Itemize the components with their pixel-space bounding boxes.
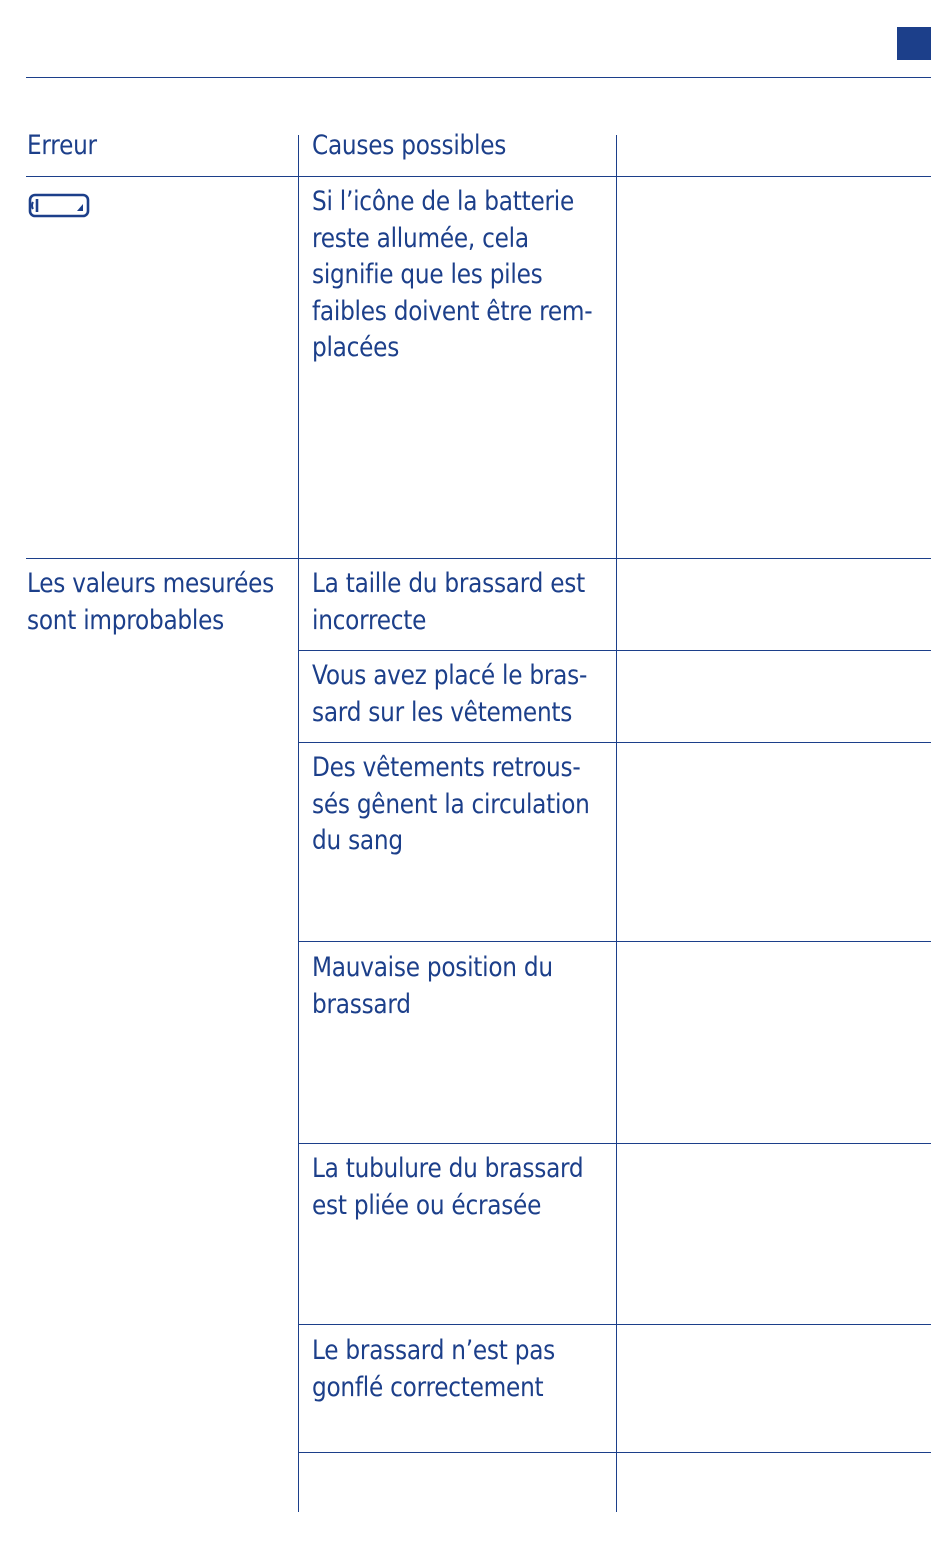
row-rule-2 xyxy=(298,742,931,743)
header-rule xyxy=(26,176,931,177)
column-divider-1 xyxy=(298,135,299,1512)
header-causes: Causes possibles xyxy=(312,130,507,161)
cause-cuff-position: Mauvaise position du brassard xyxy=(312,952,553,1020)
battery-low-icon xyxy=(27,193,91,223)
error-improbable-values: Les valeurs mesurées sont improbables xyxy=(27,568,275,636)
cause-battery: Si l’icône de la batterie reste allumée, cela signifie que les piles faibles doivent être rem- placées xyxy=(312,186,593,363)
cause-cuff-inflation: Le brassard n’est pas gonflé correctement xyxy=(312,1335,556,1403)
page-corner-marker xyxy=(897,27,931,60)
header-error: Erreur xyxy=(27,130,97,161)
row-rule-3 xyxy=(298,941,931,942)
row-rule-battery xyxy=(26,558,931,559)
cause-cuff-size: La taille du brassard est incorrecte xyxy=(312,568,585,636)
row-rule-4 xyxy=(298,1143,931,1144)
cause-cuff-over-clothes: Vous avez placé le bras- sard sur les vêtements xyxy=(312,660,588,728)
cause-tube-kinked: La tubulure du brassard est pliée ou écrasée xyxy=(312,1153,584,1221)
row-rule-5 xyxy=(298,1324,931,1325)
row-rule-6 xyxy=(298,1452,931,1453)
row-rule-1 xyxy=(298,650,931,651)
cause-rolled-clothes: Des vêtements retrous- sés gênent la circulation du sang xyxy=(312,752,590,856)
top-rule xyxy=(26,77,931,78)
column-divider-2 xyxy=(616,135,617,1512)
